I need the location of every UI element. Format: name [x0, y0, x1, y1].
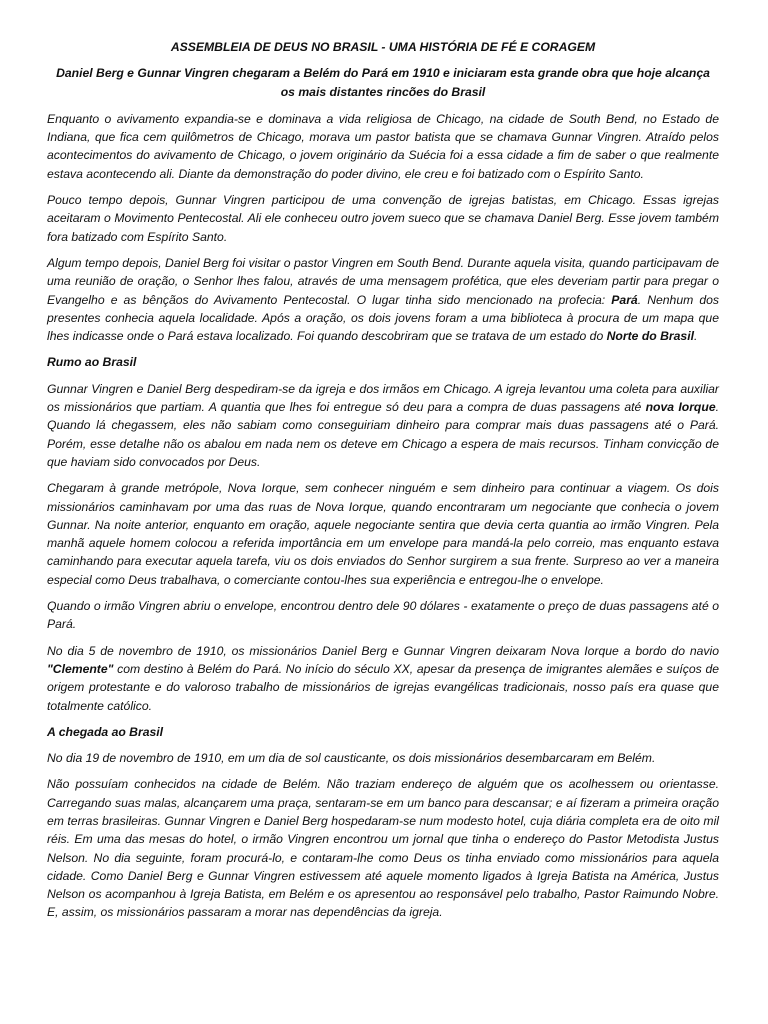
paragraph-7-bold-clemente: "Clemente": [47, 661, 114, 676]
paragraph-3-text-a: Algum tempo depois, Daniel Berg foi visitar o pastor Vingren em South Bend. Durante aquela visita, quando participavam de uma reunião de oração, o Senhor lhes falou, através de uma mensagem profética, que eles deveriam partir para pregar o Evangelho e as bênçãos do Avivamento Pentecostal. O lugar tinha sido mencionado na profecia:: [47, 255, 719, 307]
paragraph-6: Quando o irmão Vingren abriu o envelope, encontrou dentro dele 90 dólares - exatamente o preço de duas passagens até o Pará.: [47, 599, 719, 632]
paragraph-3-text-d: .: [694, 329, 698, 344]
paragraph-3-bold-norte: Norte do Brasil: [606, 329, 694, 344]
paragraph-7: [47, 642, 719, 715]
paragraph-4-bold-nova-iorque: nova Iorque: [645, 400, 716, 415]
document-page: [47, 38, 719, 930]
paragraph-3-bold-para: Pará: [611, 292, 638, 307]
document-subtitle: Daniel Berg e Gunnar Vingren chegaram a Belém do Pará em 1910 e iniciaram esta grande obra que hoje alcança os mais distantes rincões do Brasil: [56, 66, 710, 99]
paragraph-4: [47, 380, 719, 471]
paragraph-3-text-c: . Nenhum dos presentes conhecia aquela localidade. Após a oração, os dois jovens foram a uma biblioteca à procura de um mapa que lhes indicasse onde o Pará estava localizado. Foi quando descobriram que se tratava de um estado do: [47, 292, 719, 344]
paragraph-8: No dia 19 de novembro de 1910, em um dia de sol causticante, os dois missionários desembarcaram em Belém.: [47, 751, 656, 766]
paragraph-2: Pouco tempo depois, Gunnar Vingren participou de uma convenção de igrejas batistas, em Chicago. Essas igrejas aceitaram o Movimento Pentecostal. Ali ele conheceu outro jovem sueco que se chamava Daniel Berg. Esse jovem também fora batizado com Espírito Santo.: [47, 193, 719, 244]
section-heading-chegada: A chegada ao Brasil: [47, 724, 164, 739]
document-title: ASSEMBLEIA DE DEUS NO BRASIL - UMA HISTÓRIA DE FÉ E CORAGEM: [170, 40, 596, 54]
paragraph-7-text-c: com destino à Belém do Pará. No início do século XX, apesar da presença de imigrantes alemães e suíços de origem protestante e do valoroso trabalho de missionários de igrejas evangélicas tradicionais, nosso país era quase que totalmente católico.: [47, 661, 719, 713]
section-heading-rumo: Rumo ao Brasil: [47, 355, 137, 370]
paragraph-4-text-c: . Quando lá chegassem, eles não sabiam como conseguiriam dinheiro para comprar mais duas passagens até o Pará. Porém, esse detalhe não os abalou em nada nem os deteve em Chicago a espera de mais recursos. Tinham convicção de que haviam sido convocados por Deus.: [47, 400, 719, 469]
paragraph-9: Não possuíam conhecidos na cidade de Belém. Não traziam endereço de alguém que os acolhessem ou orientasse. Carregando suas malas, alcançarem uma praça, sentaram-se em um banco para descansar; e aí fizeram a primeira oração em terras brasileiras. Gunnar Vingren e Daniel Berg hospedaram-se num modesto hotel, cuja diária completa era de oito mil réis. Em uma das mesas do hotel, o irmão Vingren encontrou um jornal que tinha o endereço do Pastor Metodista Justus Nelson. No dia seguinte, foram procurá-lo, e contaram-lhe como Deus os tinha enviado como missionários para aquela cidade. Como Daniel Berg e Gunnar Vingren estivessem até aquele momento ligados à Igreja Batista na América, Justus Nelson os acompanhou à Igreja Batista, em Belém e os apresentou ao responsável pelo trabalho, Pastor Raimundo Nobre. E, assim, os missionários passaram a morar nas dependências da igreja.: [47, 777, 719, 920]
paragraph-1: Enquanto o avivamento expandia-se e dominava a vida religiosa de Chicago, na cidade de South Bend, no Estado de Indiana, que fica cem quilômetros de Chicago, morava um pastor batista que se chamava Gunnar Vingren. Atraído pelos acontecimentos do avivamento de Chicago, o jovem originário da Suécia foi a essa cidade a fim de saber o que realmente estava acontecendo ali. Diante da demonstração do poder divino, ele creu e foi batizado com o Espírito Santo.: [47, 111, 719, 181]
paragraph-5: Chegaram à grande metrópole, Nova Iorque, sem conhecer ninguém e sem dinheiro para continuar a viagem. Os dois missionários caminhavam por uma das ruas de Nova Iorque, quando encontraram um negociante que conhecia o jovem Gunnar. Na noite anterior, enquanto em oração, aquele negociante sentira que devia certa quantia ao irmão Vingren. Pela manhã aquele homem colocou a referida importância em um envelope para mandá-la pelo correio, mas enquanto estava caminhando para executar aquela tarefa, viu os dois enviados do Senhor surgirem a sua frente. Surpreso ao ver a maneira especial como Deus trabalhava, o comerciante contou-lhes sua experiência e entregou-lhe o envelope.: [47, 481, 719, 587]
paragraph-3: [47, 254, 719, 345]
paragraph-7-text-a: No dia 5 de novembro de 1910, os missionários Daniel Berg e Gunnar Vingren deixaram Nova Iorque a bordo do navio: [47, 643, 719, 658]
paragraph-4-text-a: Gunnar Vingren e Daniel Berg despediram-se da igreja e dos irmãos em Chicago. A igreja levantou uma coleta para auxiliar os missionários que partiam. A quantia que lhes foi entregue só deu para a compra de duas passagens até: [47, 381, 719, 415]
